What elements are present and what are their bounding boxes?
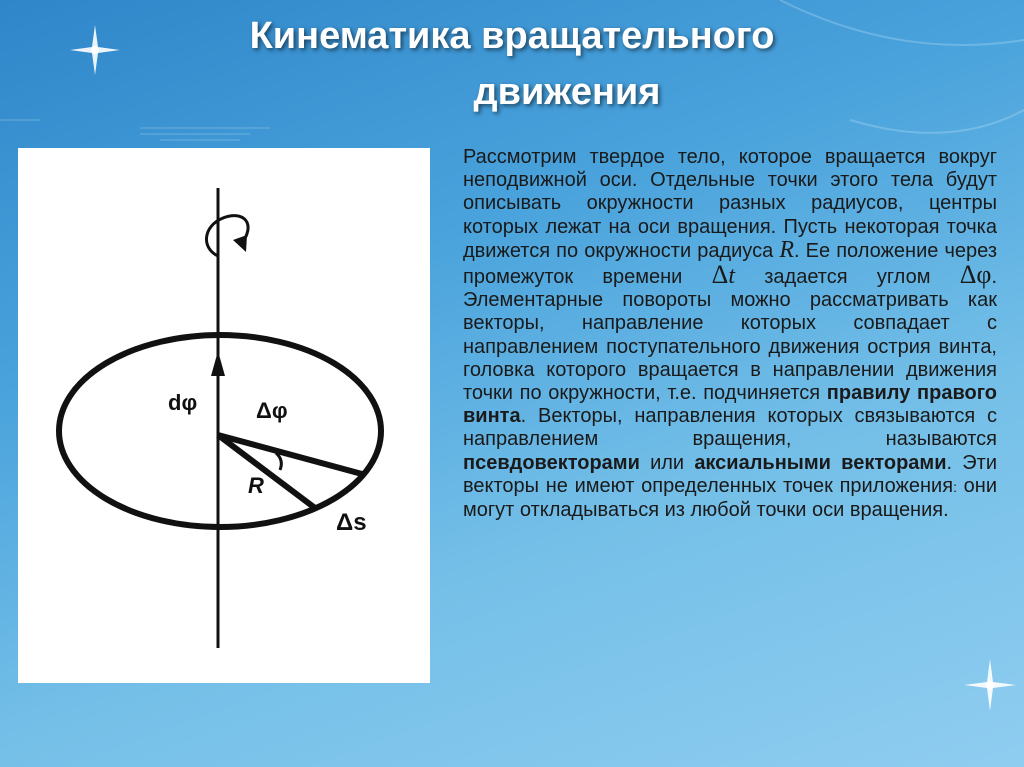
body-paragraph xyxy=(463,146,997,522)
body-text-8: они могут откладываться из любой точки оси вращения. xyxy=(463,474,998,522)
body-text-7: . Эти векторы не имеют определенных точек приложения xyxy=(463,451,997,497)
label-delta-s: Δs xyxy=(336,509,367,536)
rotation-curl-icon xyxy=(207,216,249,256)
body-text-6: или xyxy=(639,451,695,474)
sparkle-icon xyxy=(960,655,1020,715)
title-line-1: Кинематика вращательного xyxy=(249,15,775,57)
body-colon: : xyxy=(953,478,957,495)
term-axial-vectors: аксиальными векторами xyxy=(694,451,947,474)
term-right-screw-rule: правилу правого винта xyxy=(463,382,997,428)
body-text-3: задается углом xyxy=(735,266,960,289)
label-dphi: dφ xyxy=(168,390,198,415)
symbol-R: R xyxy=(779,236,794,263)
symbol-delta: Δ xyxy=(711,260,729,290)
body-text-4: . Элементарные повороты можно рассматривать как векторы, направление которых совпадает с направлением поступательного движения острия винта, головка которого вращается в направлении движения точки по окружности, т.е. подчиняется xyxy=(463,266,997,405)
label-R: R xyxy=(248,473,264,498)
label-delta-phi: Δφ xyxy=(256,398,288,423)
body-text-1: Рассмотрим твердое тело, которое вращается вокруг неподвижной оси. Отдельные точки этого тела будут описывать окружности разных радиусов, центры которых лежат на оси вращения. Пусть некоторая точка движется по окружности радиуса xyxy=(463,146,997,262)
dphi-arrowhead xyxy=(211,351,225,376)
title-line-2: движения xyxy=(473,71,661,113)
rotation-diagram xyxy=(18,148,430,683)
body-text-2: . Ее положение через промежуток времени xyxy=(463,239,997,289)
term-pseudovectors: псевдовекторами xyxy=(463,451,640,474)
rotation-diagram-svg xyxy=(18,148,430,683)
slide-title xyxy=(0,8,1024,120)
symbol-t: t xyxy=(728,263,736,290)
angle-arc xyxy=(276,453,281,470)
symbol-delta-phi: Δφ xyxy=(959,260,992,290)
body-text-5: . Векторы, направления которых связываются с направлением вращения, называются xyxy=(463,405,997,451)
